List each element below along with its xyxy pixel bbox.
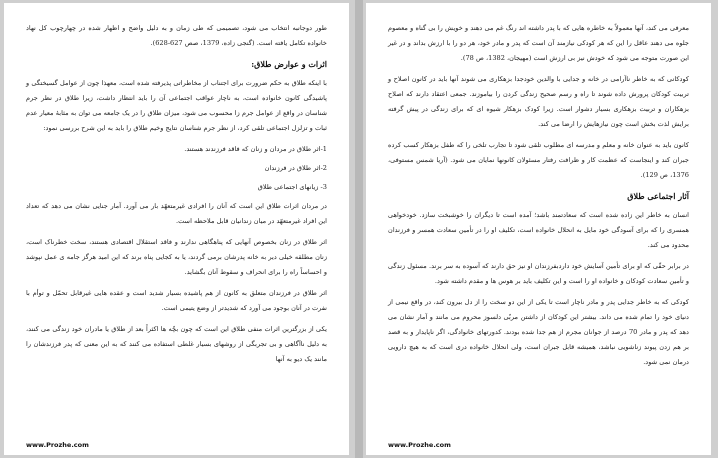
left-paragraph-4: اثر طلاق در زنان بخصوص آنهایی که پناهگاهی ندارند و فاقد استقلال اقتصادی هستند، سخت خطرناک است، زنان مطلقه خیلی دیر به خانه پدرشان برمی گردند، یا به کجایی پناه برند که این امید هرگز جامه ی عمل نپوشد و احساساً راه را برای انحراف و سقوط آنان بگشاید. — [26, 238, 327, 276]
book-gutter — [355, 0, 363, 458]
right-page-footer: www.Prozhe.com — [388, 441, 451, 449]
left-section-heading: اثرات و عوارض طلاق: — [251, 59, 327, 69]
left-paragraph-5: اثر طلاق در فرزندان متعلق به کانون از هم پاشیده بسیار شدید است و عقده هایی غیرقابل تحمّل و توأم با نفرت در آنان بوجود می آورد که شدیدتر از وضع یتیمی است. — [26, 289, 327, 312]
left-page — [4, 3, 349, 455]
list-item: 1-اثر طلاق در مردان و زنان که فاقد فرزندند هستند. — [184, 145, 327, 153]
right-page-text — [388, 21, 689, 370]
right-page — [366, 3, 711, 455]
right-section-heading: آثار اجتماعی طلاق — [627, 191, 689, 201]
right-paragraph-5: در برابر حقّی که او برای تأمین آسایش خود داردبفرزندان او نیز حق دارند که آسوده به سر برند. مسئول زندگی و تأمین سعادت کودکان و خانواده او را است و این تکلیف باید بر هوس ها و مقدم داشته شود. — [388, 262, 689, 285]
left-paragraph-1: طور دوجانبه انتخاب می شود، تصمیمی که طی زمان و به دلیل واضح و اظهار شده در چهارچوب کل نهاد خانواده تکامل یافته است. (گنجی زاده، 1379، صص 627-628). — [26, 24, 327, 47]
right-paragraph-4: انسان به خاطر این زاده شده است که سعادتمند باشد؛ آمده است تا دیگران را خوشبخت سازد. خودخواهی همسری را که برای آسودگی خود مایل به انحلال خانواده است، تکلیف او را در تأمین سعادت همسر و فرزندان محدود می کند. — [388, 211, 689, 249]
right-paragraph-3: کانون باید به عنوان خانه و معلم و مدرسه ای مطلوب تلقی شود تا تجارب تلخی را که طفل بزهکار کسب کرده جبران کند و اینجاست که عظمت کار و ظرافت رفتار مسئولان کانونها نمایان می شود. (آریا شمس مستوفی، 1376، ص 129). — [388, 141, 689, 179]
left-page-text — [26, 21, 327, 367]
left-paragraph-3: در مردان اثرات طلاق این است که آنان را افرادی غیرمتعهّد بار می آورد. آمار جنایی نشان می دهد که تعداد این افراد غیرمتعهّد در میان زندانیان قابل ملاحظه است. — [26, 202, 327, 225]
right-paragraph-2: کودکانی که به خاطر ناآرامی در خانه و جدایی با والدین خودجدا بزهکاری می شوند آنها باید در کانون اصلاح و تربیت کودکان پرورش داده شوند تا راه و رسم صحیح زندگی کردن را بیاموزند. جمعی اعتقاد دارند که اصلاح بزهکاران و تربیت بزهکاری بسیار دشوار است. زیرا کودک بزهکار شیوه ای که برای زندگی در پیش گرفته برایش لذت بخش است چون نیازهایش را ارضا می کند. — [388, 75, 689, 128]
left-paragraph-6: یکی از بزرگترین اثرات منفی طلاق این است که چون بچّه ها اکثراً بعد از طلاق یا مادران خود زندگی می کنند، به دلیل ناآگاهی و بی تجربگی از روشهای بسیار غلطی استفاده می کنند که به این معنی که پدر فرزندشان را مانند یک دیو به آنها — [26, 325, 327, 363]
list-item: 3- زیانهای اجتماعی طلاق — [257, 183, 327, 191]
right-paragraph-6: کودکی که به خاطر جدایی پدر و مادر ناچار است تا یکی از این دو سخت را از دل بیرون کند، در واقع نیمی از دنیای خود را تمام شده می داند. بیشتر این کودکان از داشتن مربّی دلسوز محروم می مانند و آمار نشان می دهد که پدر و مادر 70 درصد از جوانان مجرم از هم جدا شده بودند. کدورتهای خانوادگی، اگر ناپایدار و به قصد بر هم زدن پیوند زناشویی نباشد، همیشه قابل جبران است، ولی انحلال خانواده دری است که به هیچ دارویی درمان نمی شود. — [388, 298, 689, 366]
left-paragraph-2: با اینکه طلاق به حکم ضرورت برای اجتناب از مخاطراتی پذیرفته شده است، معهذا چون از عوامل گسیختگی و پاشیدگی کانون خانواده است، به ناچار عواقب اجتماعی آن را باید انتظار داشت، زیرا طلاق در نظر جرم شناسان در واقع از عوامل جرم زا محسوب می شود، میزان طلاق را در یک جامعه می توان به مثابهٔ معیار عدم ثبات و تزلزل اجتماعی تلقی کرد، از نظر جرم شناسان نتایج وخیم طلاق را باید به این شرح بررسی نمود: — [26, 79, 327, 132]
list-item: 2-اثر طلاق در فرزندان — [264, 164, 327, 172]
right-paragraph-1: معرفی می کند، آنها معمولاً به خاطره هایی که با پدر داشته اند رنگ غم می دهند و خویش را بی گناه و معصوم جلوه می دهند عاقل را این که هر کودکی نیازمند آن است که پدر و مادر خود، هر دو را با ارزش بداند و در غیر این صورت متوجه می شود که خودش نیز بی ارزش است (مهیجان، 1382، ص 78). — [388, 24, 689, 62]
left-page-footer: www.Prozhe.com — [26, 441, 89, 449]
